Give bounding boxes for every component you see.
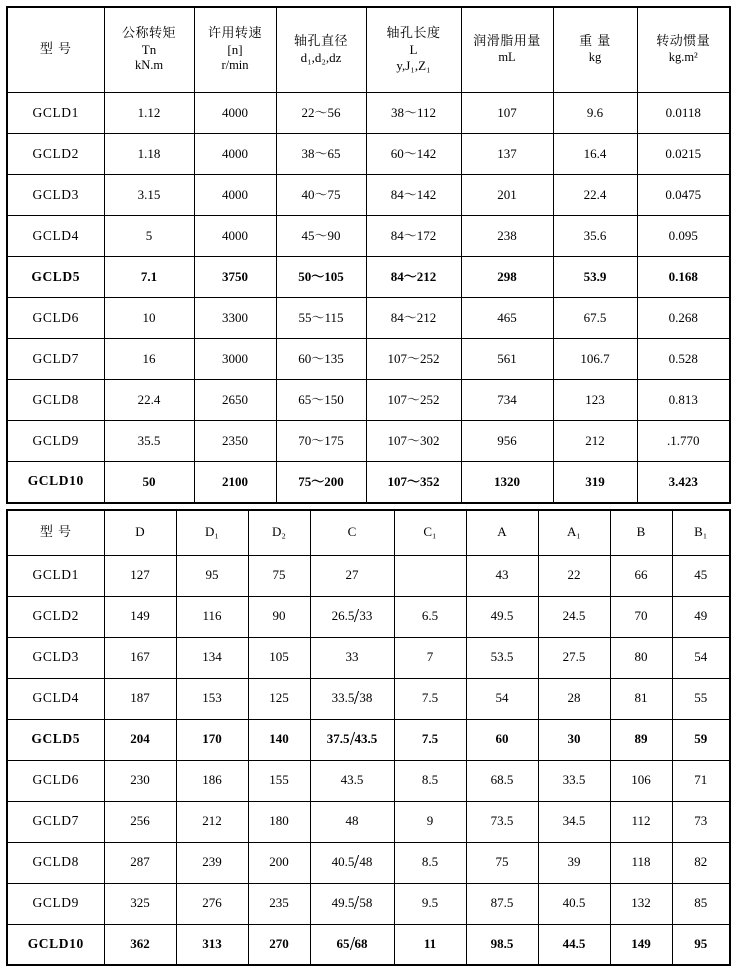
- cell-B1: 82: [672, 842, 730, 883]
- cell-weight: 319: [553, 462, 637, 503]
- cell-bore-length: 60～142: [366, 134, 461, 175]
- cell-C1: 8.5: [394, 842, 466, 883]
- cell-B: 89: [610, 719, 672, 760]
- cell-speed: 4000: [194, 134, 276, 175]
- cell-model: GCLD2: [7, 596, 104, 637]
- cell-D2: 200: [248, 842, 310, 883]
- cell-model: GCLD6: [7, 760, 104, 801]
- table-row: [7, 760, 730, 801]
- cell-bore-length: 107～352: [366, 462, 461, 503]
- table-row: [7, 883, 730, 924]
- cell-torque: 7.1: [104, 257, 194, 298]
- cell-D2: 105: [248, 637, 310, 678]
- table-row: [7, 555, 730, 596]
- cell-A1: 39: [538, 842, 610, 883]
- header-D1: D₁: [176, 510, 248, 556]
- cell-D: 204: [104, 719, 176, 760]
- cell-C1: 7: [394, 637, 466, 678]
- cell-A1: 44.5: [538, 924, 610, 965]
- cell-grease: 734: [461, 380, 553, 421]
- cell-weight: 16.4: [553, 134, 637, 175]
- cell-D: 127: [104, 555, 176, 596]
- cell-grease: 137: [461, 134, 553, 175]
- cell-D1: 186: [176, 760, 248, 801]
- cell-speed: 3300: [194, 298, 276, 339]
- cell-C1: 6.5: [394, 596, 466, 637]
- dimension-table-2: [6, 509, 731, 966]
- table-row: [7, 842, 730, 883]
- cell-bore-diameter: 45～90: [276, 216, 366, 257]
- cell-C: 27: [310, 555, 394, 596]
- cell-model: GCLD10: [7, 462, 104, 503]
- cell-grease: 1320: [461, 462, 553, 503]
- header-grease-volume: 润滑脂用量 mL: [461, 7, 553, 93]
- cell-model: GCLD7: [7, 801, 104, 842]
- cell-torque: 5: [104, 216, 194, 257]
- cell-A1: 27.5: [538, 637, 610, 678]
- cell-D1: 170: [176, 719, 248, 760]
- cell-speed: 2100: [194, 462, 276, 503]
- cell-model: GCLD5: [7, 257, 104, 298]
- cell-C1: 7.5: [394, 678, 466, 719]
- cell-D: 149: [104, 596, 176, 637]
- cell-C: 40.5 48: [310, 842, 394, 883]
- table-row: [7, 678, 730, 719]
- cell-model: GCLD1: [7, 555, 104, 596]
- cell-torque: 22.4: [104, 380, 194, 421]
- cell-weight: 53.9: [553, 257, 637, 298]
- cell-C: 33: [310, 637, 394, 678]
- cell-B: 81: [610, 678, 672, 719]
- cell-D1: 212: [176, 801, 248, 842]
- cell-D: 187: [104, 678, 176, 719]
- header-bore-diameter: 轴孔直径 d₁,d₂,dz: [276, 7, 366, 93]
- header-model: 型 号: [7, 7, 104, 93]
- cell-D: 287: [104, 842, 176, 883]
- cell-grease: 956: [461, 421, 553, 462]
- cell-grease: 238: [461, 216, 553, 257]
- header-A: A: [466, 510, 538, 556]
- cell-model: GCLD7: [7, 339, 104, 380]
- cell-inertia: 0.268: [637, 298, 730, 339]
- cell-model: GCLD6: [7, 298, 104, 339]
- cell-inertia: 0.0215: [637, 134, 730, 175]
- header-moment-of-inertia: 转动惯量 kg.m²: [637, 7, 730, 93]
- cell-A1: 24.5: [538, 596, 610, 637]
- cell-model: GCLD3: [7, 175, 104, 216]
- cell-bore-diameter: 55～115: [276, 298, 366, 339]
- cell-D: 230: [104, 760, 176, 801]
- cell-A1: 40.5: [538, 883, 610, 924]
- cell-model: GCLD2: [7, 134, 104, 175]
- table-row: [7, 93, 730, 134]
- table-row: [7, 637, 730, 678]
- cell-model: GCLD4: [7, 216, 104, 257]
- cell-B1: 55: [672, 678, 730, 719]
- cell-A1: 22: [538, 555, 610, 596]
- cell-grease: 107: [461, 93, 553, 134]
- cell-weight: 67.5: [553, 298, 637, 339]
- cell-bore-length: 84～212: [366, 257, 461, 298]
- cell-weight: 212: [553, 421, 637, 462]
- table-row: [7, 421, 730, 462]
- cell-A1: 30: [538, 719, 610, 760]
- cell-A: 87.5: [466, 883, 538, 924]
- cell-C1: 11: [394, 924, 466, 965]
- specification-table-1: [6, 6, 731, 504]
- cell-bore-diameter: 50～105: [276, 257, 366, 298]
- cell-C1: 9: [394, 801, 466, 842]
- cell-A: 68.5: [466, 760, 538, 801]
- cell-D2: 75: [248, 555, 310, 596]
- header-bore-length: 轴孔长度 L y,J₁,Z₁: [366, 7, 461, 93]
- cell-D: 256: [104, 801, 176, 842]
- cell-B: 112: [610, 801, 672, 842]
- cell-model: GCLD9: [7, 421, 104, 462]
- table-row: [7, 134, 730, 175]
- cell-B1: 85: [672, 883, 730, 924]
- cell-C: 33.5 38: [310, 678, 394, 719]
- cell-A: 60: [466, 719, 538, 760]
- cell-weight: 9.6: [553, 93, 637, 134]
- cell-D1: 95: [176, 555, 248, 596]
- cell-A1: 33.5: [538, 760, 610, 801]
- cell-C: 49.5 58: [310, 883, 394, 924]
- cell-inertia: 0.0118: [637, 93, 730, 134]
- cell-D1: 116: [176, 596, 248, 637]
- table-row: [7, 924, 730, 965]
- table-row: [7, 298, 730, 339]
- header-model: 型 号: [7, 510, 104, 556]
- cell-torque: 1.12: [104, 93, 194, 134]
- cell-B1: 71: [672, 760, 730, 801]
- cell-D2: 125: [248, 678, 310, 719]
- cell-model: GCLD4: [7, 678, 104, 719]
- cell-C1: 7.5: [394, 719, 466, 760]
- cell-D2: 270: [248, 924, 310, 965]
- table-row: [7, 462, 730, 503]
- cell-C: 48: [310, 801, 394, 842]
- header-C1: C₁: [394, 510, 466, 556]
- cell-B: 66: [610, 555, 672, 596]
- cell-speed: 3000: [194, 339, 276, 380]
- cell-D1: 313: [176, 924, 248, 965]
- cell-B1: 49: [672, 596, 730, 637]
- cell-A: 43: [466, 555, 538, 596]
- cell-model: GCLD8: [7, 380, 104, 421]
- cell-speed: 4000: [194, 175, 276, 216]
- cell-B: 106: [610, 760, 672, 801]
- table2-header-row: [7, 510, 730, 556]
- cell-D2: 90: [248, 596, 310, 637]
- cell-B1: 45: [672, 555, 730, 596]
- cell-D2: 155: [248, 760, 310, 801]
- cell-C1: 9.5: [394, 883, 466, 924]
- cell-C1: [394, 555, 466, 596]
- cell-torque: 3.15: [104, 175, 194, 216]
- cell-D1: 153: [176, 678, 248, 719]
- cell-grease: 465: [461, 298, 553, 339]
- cell-model: GCLD5: [7, 719, 104, 760]
- table-row: [7, 596, 730, 637]
- cell-model: GCLD10: [7, 924, 104, 965]
- table1-header-row: [7, 7, 730, 93]
- cell-B1: 95: [672, 924, 730, 965]
- cell-A: 98.5: [466, 924, 538, 965]
- table-row: [7, 719, 730, 760]
- cell-inertia: 0.813: [637, 380, 730, 421]
- cell-D1: 276: [176, 883, 248, 924]
- cell-B1: 54: [672, 637, 730, 678]
- table-row: [7, 257, 730, 298]
- header-C: C: [310, 510, 394, 556]
- cell-inertia: 0.095: [637, 216, 730, 257]
- cell-bore-diameter: 65～150: [276, 380, 366, 421]
- cell-bore-diameter: 60～135: [276, 339, 366, 380]
- header-A1: A₁: [538, 510, 610, 556]
- cell-speed: 3750: [194, 257, 276, 298]
- cell-torque: 35.5: [104, 421, 194, 462]
- cell-D2: 235: [248, 883, 310, 924]
- cell-D1: 134: [176, 637, 248, 678]
- cell-model: GCLD8: [7, 842, 104, 883]
- cell-D1: 239: [176, 842, 248, 883]
- header-B1: B₁: [672, 510, 730, 556]
- cell-model: GCLD1: [7, 93, 104, 134]
- cell-torque: 10: [104, 298, 194, 339]
- cell-C: 43.5: [310, 760, 394, 801]
- cell-model: GCLD3: [7, 637, 104, 678]
- cell-bore-diameter: 75～200: [276, 462, 366, 503]
- cell-C: 37.5 43.5: [310, 719, 394, 760]
- table-row: [7, 216, 730, 257]
- cell-bore-diameter: 40～75: [276, 175, 366, 216]
- cell-A: 75: [466, 842, 538, 883]
- cell-inertia: 3.423: [637, 462, 730, 503]
- cell-grease: 561: [461, 339, 553, 380]
- cell-inertia: .1.770: [637, 421, 730, 462]
- cell-bore-length: 107～302: [366, 421, 461, 462]
- cell-C: 65 68: [310, 924, 394, 965]
- cell-B: 70: [610, 596, 672, 637]
- cell-B1: 73: [672, 801, 730, 842]
- cell-bore-length: 107～252: [366, 380, 461, 421]
- header-D2: D₂: [248, 510, 310, 556]
- table-row: [7, 801, 730, 842]
- cell-D2: 140: [248, 719, 310, 760]
- cell-bore-diameter: 70～175: [276, 421, 366, 462]
- cell-A: 53.5: [466, 637, 538, 678]
- cell-inertia: 0.0475: [637, 175, 730, 216]
- cell-D2: 180: [248, 801, 310, 842]
- cell-speed: 4000: [194, 216, 276, 257]
- cell-grease: 298: [461, 257, 553, 298]
- cell-inertia: 0.168: [637, 257, 730, 298]
- header-allowable-speed: 许用转速 [n] r/min: [194, 7, 276, 93]
- cell-weight: 106.7: [553, 339, 637, 380]
- cell-torque: 1.18: [104, 134, 194, 175]
- header-B: B: [610, 510, 672, 556]
- cell-A: 49.5: [466, 596, 538, 637]
- cell-speed: 4000: [194, 93, 276, 134]
- cell-bore-length: 38～112: [366, 93, 461, 134]
- cell-speed: 2350: [194, 421, 276, 462]
- header-D: D: [104, 510, 176, 556]
- cell-B: 118: [610, 842, 672, 883]
- cell-torque: 16: [104, 339, 194, 380]
- cell-weight: 123: [553, 380, 637, 421]
- cell-B: 132: [610, 883, 672, 924]
- cell-weight: 35.6: [553, 216, 637, 257]
- header-weight: 重 量 kg: [553, 7, 637, 93]
- cell-bore-length: 107～252: [366, 339, 461, 380]
- cell-D: 325: [104, 883, 176, 924]
- cell-bore-length: 84～212: [366, 298, 461, 339]
- cell-grease: 201: [461, 175, 553, 216]
- cell-model: GCLD9: [7, 883, 104, 924]
- cell-A1: 28: [538, 678, 610, 719]
- cell-D: 167: [104, 637, 176, 678]
- cell-C1: 8.5: [394, 760, 466, 801]
- cell-B: 149: [610, 924, 672, 965]
- cell-bore-diameter: 38～65: [276, 134, 366, 175]
- cell-A1: 34.5: [538, 801, 610, 842]
- cell-D: 362: [104, 924, 176, 965]
- cell-bore-diameter: 22～56: [276, 93, 366, 134]
- header-nominal-torque: 公称转矩 Tn kN.m: [104, 7, 194, 93]
- table-row: [7, 175, 730, 216]
- table-row: [7, 339, 730, 380]
- cell-A: 54: [466, 678, 538, 719]
- table-row: [7, 380, 730, 421]
- cell-B: 80: [610, 637, 672, 678]
- cell-bore-length: 84～142: [366, 175, 461, 216]
- cell-speed: 2650: [194, 380, 276, 421]
- cell-A: 73.5: [466, 801, 538, 842]
- cell-weight: 22.4: [553, 175, 637, 216]
- cell-torque: 50: [104, 462, 194, 503]
- cell-bore-length: 84～172: [366, 216, 461, 257]
- cell-C: 26.5 33: [310, 596, 394, 637]
- cell-inertia: 0.528: [637, 339, 730, 380]
- cell-B1: 59: [672, 719, 730, 760]
